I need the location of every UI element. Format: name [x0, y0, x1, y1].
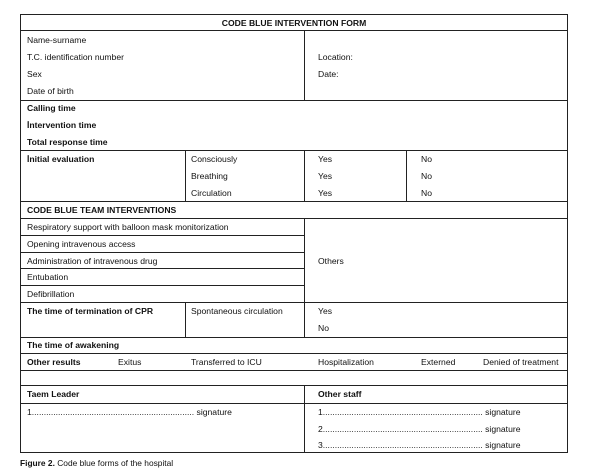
divider: [21, 302, 567, 303]
divider: [21, 268, 304, 269]
divider: [21, 385, 567, 386]
divider: [21, 150, 567, 151]
total-response-time-label: Total response time: [27, 137, 108, 147]
intervention-item: Respiratory support with balloon mask monitorization: [27, 222, 229, 232]
location-label: Location:: [318, 52, 353, 62]
figure-label: Figure 2.: [20, 458, 55, 468]
team-leader-signature-line: 1.................................................................... signature: [27, 407, 232, 417]
divider: [21, 285, 304, 286]
divider: [21, 100, 567, 101]
calling-time-label: Calling time: [27, 103, 76, 113]
figure-caption-text: Code blue forms of the hospital: [57, 458, 174, 468]
eval-yes: Yes: [318, 171, 333, 181]
staff-signature-line: 3................................................................... signature: [318, 440, 521, 450]
divider: [21, 201, 567, 202]
spontaneous-circulation-label: Spontaneous circulation: [191, 306, 283, 316]
column-divider: [406, 150, 407, 201]
initial-evaluation-label: İnitial evaluation: [27, 154, 95, 164]
eval-item: Circulation: [191, 188, 232, 198]
column-divider: [304, 218, 305, 302]
divider: [21, 403, 567, 404]
result-option: Externed: [421, 357, 456, 367]
column-divider: [304, 30, 305, 100]
other-staff-label: Other staff: [318, 389, 362, 399]
form-title: CODE BLUE INTERVENTION FORM: [221, 18, 367, 28]
intervention-item: Opening intravenous access: [27, 239, 136, 249]
name-surname-label: Name-surname: [27, 35, 87, 45]
eval-yes: Yes: [318, 188, 333, 198]
figure-caption: [20, 458, 173, 469]
divider: [21, 218, 567, 219]
divider: [21, 353, 567, 354]
divider: [21, 370, 567, 371]
intervention-time-label: İntervention time: [27, 120, 97, 130]
result-option: Transferred to ICU: [191, 357, 262, 367]
column-divider: [185, 150, 186, 201]
divider: [21, 252, 304, 253]
awakening-label: The time of awakening: [27, 340, 120, 350]
eval-yes: Yes: [318, 154, 333, 164]
cpr-yes: Yes: [318, 306, 333, 316]
team-interventions-heading: CODE BLUE TEAM INTERVENTIONS: [27, 205, 177, 215]
result-option: Denied of treatment: [483, 357, 559, 367]
sex-label: Sex: [27, 69, 42, 79]
eval-item: Consciously: [191, 154, 238, 164]
eval-no: No: [421, 154, 432, 164]
dob-label: Date of birth: [27, 86, 74, 96]
code-blue-form: [20, 14, 568, 453]
cpr-termination-label: The time of termination of CPR: [27, 306, 154, 316]
result-option: Hospitalization: [318, 357, 374, 367]
intervention-item: Entubation: [27, 272, 69, 282]
other-results-label: Other results: [27, 357, 81, 367]
date-label: Date:: [318, 69, 339, 79]
column-divider: [304, 150, 305, 201]
result-option: Exitus: [118, 357, 142, 367]
divider: [21, 337, 567, 338]
eval-no: No: [421, 188, 432, 198]
cpr-no: No: [318, 323, 329, 333]
column-divider: [304, 302, 305, 337]
others-label: Others: [318, 256, 344, 266]
intervention-item: Defibrillation: [27, 289, 75, 299]
staff-signature-line: 2................................................................... signature: [318, 424, 521, 434]
divider: [21, 30, 567, 31]
eval-item: Breathing: [191, 171, 228, 181]
staff-signature-line: 1................................................................... signature: [318, 407, 521, 417]
divider: [21, 235, 304, 236]
eval-no: No: [421, 171, 432, 181]
tc-id-label: T.C. identification number: [27, 52, 124, 62]
intervention-item: Administration of intravenous drug: [27, 256, 158, 266]
column-divider: [304, 385, 305, 453]
column-divider: [185, 302, 186, 337]
team-leader-label: Taem Leader: [27, 389, 80, 399]
